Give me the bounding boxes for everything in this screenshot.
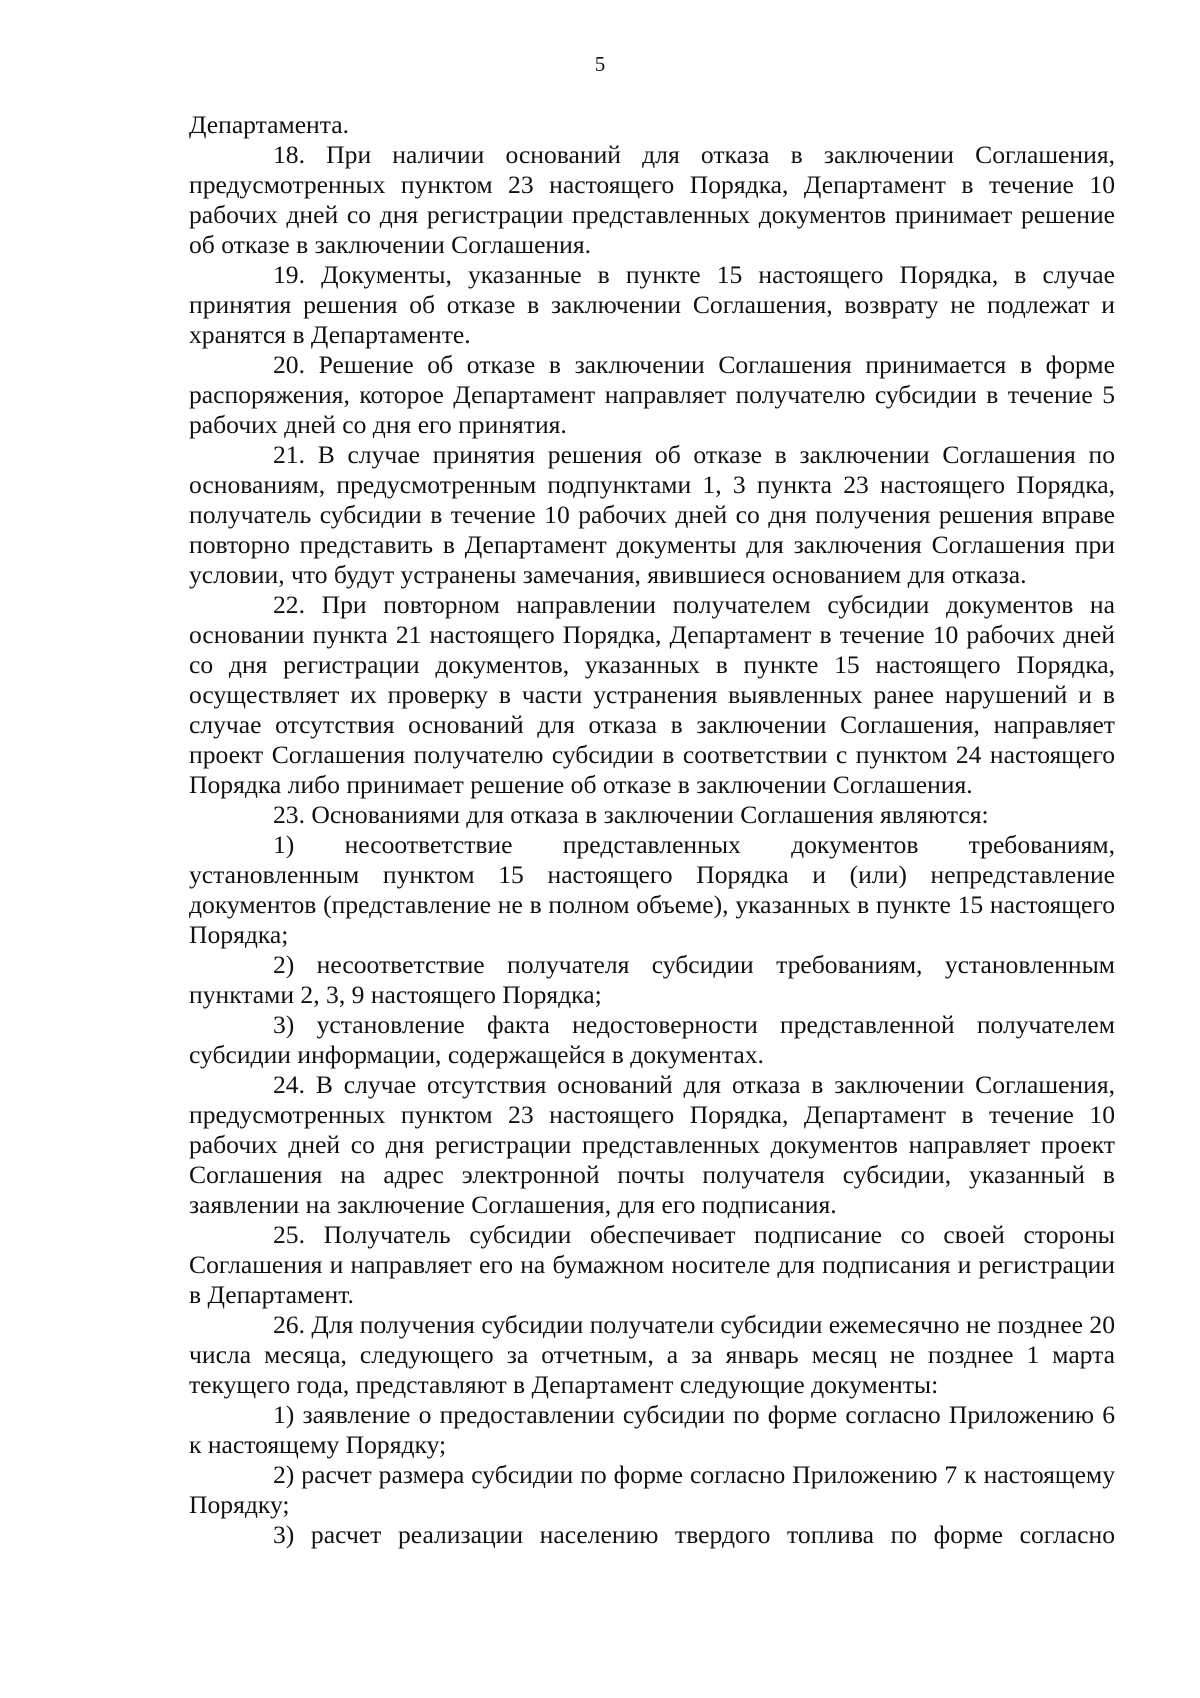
paragraph: 22. При повторном направлении получателем субсидии документов на основании пункта 21 настоящего Порядка, Департамент в течение 10 рабочих дней со дня регистрации документов, указанных в пункте 15 настоящего Порядка, осуществляет их проверку в части устранения выявленных ранее нарушений и в случае отсутствия оснований для отказа в заключении Соглашения, направляет проект Соглашения получателю субсидии в соответствии с пунктом 24 настоящего Порядка либо принимает решение об отказе в заключении Соглашения. <box>189 590 1115 799</box>
paragraph: 20. Решение об отказе в заключении Соглашения принимается в форме распоряжения, которое Департамент направляет получателю субсидии в течение 5 рабочих дней со дня его принятия. <box>189 350 1115 439</box>
list-item: 2) расчет размера субсидии по форме согласно Приложению 7 к настоящему Порядку; <box>189 1460 1115 1519</box>
list-item: 3) расчет реализации населению твердого топлива по форме согласно <box>273 1520 1115 1549</box>
paragraph: Департамента. <box>189 110 350 139</box>
paragraph: 18. При наличии оснований для отказа в заключении Соглашения, предусмотренных пунктом 23 настоящего Порядка, Департамент в течение 10 рабочих дней со дня регистрации представленных документов принимает решение об отказе в заключении Соглашения. <box>189 140 1115 259</box>
list-item: 2) несоответствие получателя субсидии требованиям, установленным пунктами 2, 3, 9 настоящего Порядка; <box>189 950 1115 1009</box>
page-number: 5 <box>594 52 606 76</box>
paragraph: 25. Получатель субсидии обеспечивает подписание со своей стороны Соглашения и направляет его на бумажном носителе для подписания и регистрации в Департамент. <box>189 1220 1115 1309</box>
list-item: 3) установление факта недостоверности представленной получателем субсидии информации, содержащейся в документах. <box>189 1010 1115 1069</box>
list-item: 1) заявление о предоставлении субсидии по форме согласно Приложению 6 к настоящему Порядку; <box>189 1400 1115 1459</box>
document-body <box>189 110 1115 1550</box>
list-item: 1) несоответствие представленных документов требованиям, установленным пунктом 15 настоящего Порядка и (или) непредставление документов (представление не в полном объеме), указанных в пункте 15 настоящего Порядка; <box>189 830 1115 949</box>
paragraph: 24. В случае отсутствия оснований для отказа в заключении Соглашения, предусмотренных пунктом 23 настоящего Порядка, Департамент в течение 10 рабочих дней со дня регистрации представленных документов направляет проект Соглашения на адрес электронной почты получателя субсидии, указанный в заявлении на заключение Соглашения, для его подписания. <box>189 1070 1115 1219</box>
paragraph: 26. Для получения субсидии получатели субсидии ежемесячно не позднее 20 числа месяца, следующего за отчетным, а за январь месяц не позднее 1 марта текущего года, представляют в Департамент следующие документы: <box>189 1310 1115 1399</box>
paragraph: 23. Основаниями для отказа в заключении Соглашения являются: <box>273 800 989 829</box>
paragraph: 21. В случае принятия решения об отказе в заключении Соглашения по основаниям, предусмотренным подпунктами 1, 3 пункта 23 настоящего Порядка, получатель субсидии в течение 10 рабочих дней со дня получения решения вправе повторно представить в Департамент документы для заключения Соглашения при условии, что будут устранены замечания, явившиеся основанием для отказа. <box>189 440 1115 589</box>
paragraph: 19. Документы, указанные в пункте 15 настоящего Порядка, в случае принятия решения об отказе в заключении Соглашения, возврату не подлежат и хранятся в Департаменте. <box>189 260 1115 349</box>
